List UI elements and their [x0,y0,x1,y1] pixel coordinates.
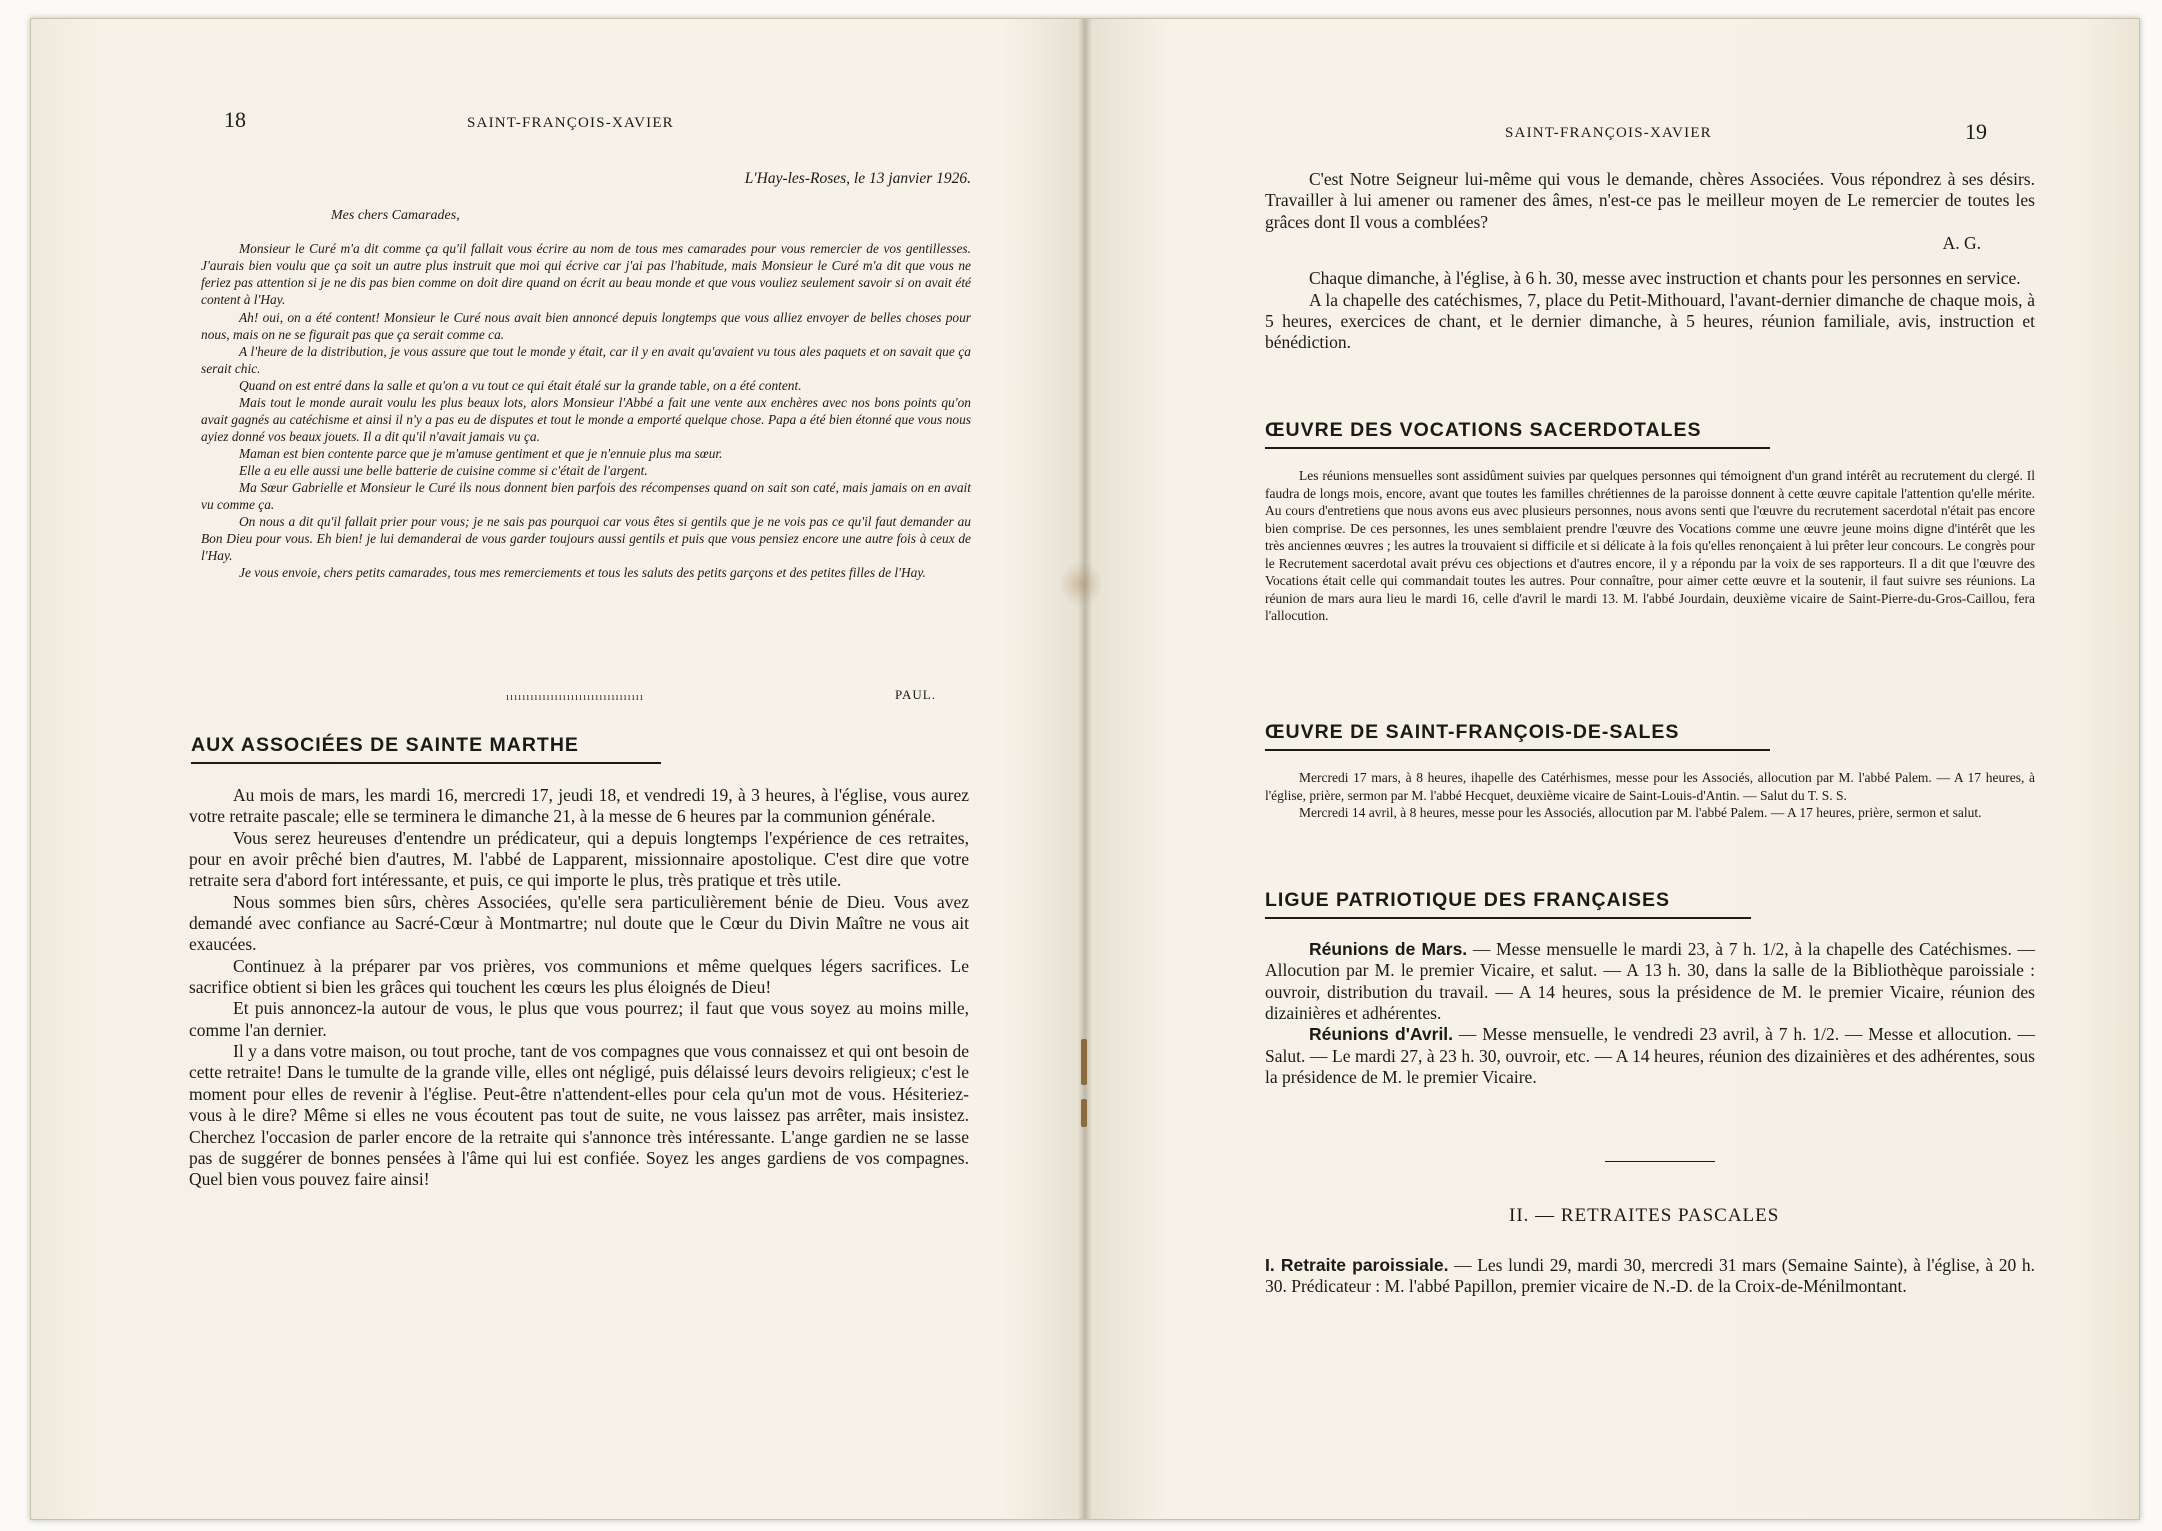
page-number-left: 18 [224,107,246,132]
left-page [31,19,1085,1519]
section-rule [1605,1161,1715,1162]
body-paragraph: Nous sommes bien sûrs, chères Associées, qu'elle sera particulièrement bénie de Dieu. Vous avez demandé avec confiance au Sacré-Cœur à Montmartre; nul doute que le Cœur du Divin Maître ne vous ait exaucées. [189,891,969,955]
francois-de-sales-paragraph: Mercredi 14 avril, à 8 heures, messe pour les Associés, allocution par M. l'abbé Palem. — A 17 heures, prière, sermon et salut. [1299,805,1982,821]
page-number-right: 19 [1965,119,1987,144]
letter-salutation: Mes chers Camarades, [331,207,460,223]
ligue-mars-text: — Messe mensuelle le mardi 23, à 7 h. 1/2, à la chapelle des Catéchismes. — Allocution par M. le premier Vicaire, et salut. — A 13 h. 30, dans la salle de la Bibliothèque paroissiale : ouvroir, distribution du travail. — A 14 heures, sous la présidence de M. le premier Vicaire, réunion des dizainières et adhérentes. [1265,939,2035,1024]
vocations-body [1265,467,2035,625]
francois-de-sales-body [1265,769,2035,822]
running-head-left: SAINT-FRANÇOIS-XAVIER [467,115,674,131]
sainte-marthe-body [189,785,969,1191]
letter-paragraph: A l'heure de la distribution, je vous assure que tout le monde y était, car il y en avait qu'avaient vu tous ales paquets et on savait que ça serait chic. [201,343,971,376]
heading-vocations: ŒUVRE DES VOCATIONS SACERDOTALES [1265,419,1770,449]
right-page [1085,19,2139,1519]
body-paragraph: Au mois de mars, les mardi 16, mercredi 17, jeudi 18, et vendredi 19, à 3 heures, à l'église, vous aurez votre retraite pascale; elle se terminera le dimanche 21, à la messe de 6 heures par la communion générale. [189,785,969,827]
francois-de-sales-paragraph: Mercredi 17 mars, à 8 heures, ihapelle des Catérhismes, messe pour les Associés, allocution par M. l'abbé Palem. — A 17 heures, à l'église, prière, sermon par M. l'abbé Hecquet, deuxième vicaire de Saint-Louis-d'Antin. — Salut du T. S. S. [1265,770,2035,803]
intro-paragraph: Chaque dimanche, à l'église, à 6 h. 30, messe avec instruction et chants pour les personnes en service. [1309,268,2021,289]
ligue-avril-label: Réunions d'Avril. [1309,1024,1454,1045]
intro-block [1265,169,2035,354]
retraites-item-text: — Les lundi 29, mardi 30, mercredi 31 mars (Semaine Sainte), à l'église, à 20 h. 30. Prédicateur : M. l'abbé Papillon, premier vicaire de N.-D. de la Croix-de-Ménilmontant. [1265,1255,2035,1297]
heading-ligue: LIGUE PATRIOTIQUE DES FRANÇAISES [1265,889,1751,919]
retraites-item [1265,1255,2035,1298]
body-paragraph: Il y a dans votre maison, ou tout proche, tant de vos compagnes que vous connaissez et qui ont besoin de cette retraite! Dans le tumulte de la grande ville, elles ont négligé, puis délaissé leurs devoirs religieux; c'est le moment pour elles de revenir à l'église. Peut-être n'attendent-elles pour cela qu'un mot de vous. Hésiteriez-vous à le dire? Même si elles ne vous écoutent pas tout de suite, ne vous laissez pas arrêter, mais insistez. Cherchez l'occasion de parler encore de la retraite qui s'annonce très intéressante. L'ange gardien ne se lasse pas de suggérer de bonnes pensées à l'âme qui lui est confiée. Soyez les anges gardiens de vos compagnes. Quel bien vous pouvez faire ainsi! [189,1041,969,1190]
letter-paragraph: Maman est bien contente parce que je m'amuse gentiment et que je n'ennuie plus ma sœur. [239,445,723,461]
retraites-item-label: I. Retraite paroissiale. [1265,1255,1449,1275]
letter-dateline: L'Hay-les-Roses, le 13 janvier 1926. [744,170,971,187]
letter-signature: PAUL. [894,687,936,702]
ligue-body [1265,939,2035,1088]
body-paragraph: Continuez à la préparer par vos prières, vos communions et même quelques légers sacrifices. Le sacrifice obtient si bien les grâces qui touchent les cœurs les plus éloignés de Dieu! [189,955,969,998]
retraites-body [1265,1255,2035,1298]
letter-block [201,169,971,581]
letter-paragraph: Je vous envoie, chers petits camarades, tous mes remerciements et tous les saluts des petits garçons et des petites filles de l'Hay. [239,564,926,580]
letter-paragraph: On nous a dit qu'il fallait prier pour vous; je ne sais pas pourquoi car vous êtes si gentils que je ne vois pas ce qu'il faut demander au Bon Dieu pour vous. Eh bien! je lui demanderai de vous garder toujours aussi gentils et puis que vous pensiez encore une autre fois à ceux de l'Hay. [201,513,971,563]
letter-paragraph: Quand on est entré dans la salle et qu'on a vu tout ce qui était étalé sur la grande table, on a été content. [239,377,802,393]
letter-paragraph: Elle a eu elle aussi une belle batterie de cuisine comme si c'était de l'argent. [239,462,648,478]
running-head-right: SAINT-FRANÇOIS-XAVIER [1505,125,1712,141]
letter-separator: ıııııııııııııııııııııııııııııııııı [506,691,644,703]
body-paragraph: Vous serez heureuses d'entendre un prédicateur, qui a depuis longtemps l'expérience de ces retraites, pour en avoir prêché bien d'autres, M. l'abbé de Lapparent, missionnaire apostolique. C'est dire que votre retraite sera d'abord fort intéressante, et puis, ce qui importe le plus, très pratique et très utile. [189,827,969,891]
vocations-paragraph: Les réunions mensuelles sont assidûment suivies par quelques personnes qui témoignent d'un grand intérêt au recrutement du clergé. Il faudra de longs mois, encore, avant que toutes les familles chrétiennes de la paroisse donnent à cette œuvre capitale l'attention qu'elle mérite. Au cours d'entretiens que nous avons eus avec plusieurs personnes, nous avons senti que l'œuvre du recrutement sacerdotal n'était pas encore bien comprise. De ces personnes, les unes semblaient prendre l'œuvre des Vocations comme une œuvre jeune moins digne d'intérêt que les très anciennes œuvres ; les autres la trouvaient si difficile et si délicate à la fois qu'elles renonçaient à lui prêter leur concours. Le congrès pour le Recrutement sacerdotal avait prévu ces objections et d'autres encore, il y a répondu par la voix de ses rapporteurs. Il a dit que l'œuvre des Vocations était celle qui commandait toutes les autres. Pour connaître, pour aimer cette œuvre et la soutenir, il faut suivre ses réunions. La réunion de mars aura lieu le mardi 16, celle d'avril le mardi 13. M. l'abbé Jourdain, deuxième vicaire de Saint-Pierre-du-Gros-Caillou, fera l'allocution. [1265,468,2035,624]
retraites-title: II. — RETRAITES PASCALES [1509,1205,1780,1226]
intro-paragraph: A la chapelle des catéchismes, 7, place du Petit-Mithouard, l'avant-dernier dimanche de chaque mois, à 5 heures, exercices de chant, et le dernier dimanche, à 5 heures, réunion familiale, avis, instruction et bénédiction. [1265,289,2035,353]
letter-paragraph: Monsieur le Curé m'a dit comme ça qu'il fallait vous écrire au nom de tous mes camarades pour vous remercier de vos gentillesses. J'aurais bien voulu que ça soit un autre plus instruit que moi qui écrive car j'ai pas l'habitude, mais Monsieur le Curé m'a dit que vous ne feriez pas attention si je ne dis pas bien comme on doit dire quand on écrit au beau monde et que vous vouliez seulement savoir si on avait été content à l'Hay. [201,241,971,308]
ligue-mars [1265,939,2035,1024]
booklet-paper [30,18,2140,1520]
intro-paragraph: C'est Notre Seigneur lui-même qui vous le demande, chères Associées. Vous répondrez à ses désirs. Travailler à lui amener ou ramener des âmes, n'est-ce pas le meilleur moyen de Le remercier de toutes les grâces dont Il vous a comblées? [1265,169,2035,232]
ligue-avril [1265,1024,2035,1088]
letter-paragraph: Ah! oui, on a été content! Monsieur le Curé nous avait bien annoncé depuis longtemps que vous alliez envoyer de belles choses pour nous, mais on ne se figurait pas que ça serait comme ca. [201,309,971,342]
heading-sainte-marthe: AUX ASSOCIÉES DE SAINTE MARTHE [191,734,661,764]
letter-paragraph: Ma Sœur Gabrielle et Monsieur le Curé ils nous donnent bien parfois des récompenses quand on sait son caté, mais jamais on en avait vu comme ça. [201,479,971,512]
ligue-avril-text: — Messe mensuelle, le vendredi 23 avril, à 7 h. 1/2. — Messe et allocution. — Salut. — Le mardi 27, à 23 h. 30, ouvroir, etc. — A 14 heures, réunion des dizainières et des adhérentes, sous la présidence de M. le premier Vicaire. [1265,1024,2036,1088]
intro-signature: A. G. [1942,233,1981,254]
letter-paragraph: Mais tout le monde aurait voulu les plus beaux lots, alors Monsieur l'Abbé a fait une vente aux enchères avec nos bons points qu'on avait gagnés au catéchisme et ainsi il n'y a pas eu de disputes et tout le monde a emporté quelque chose. Papa a été bien étonné que vous nous ayiez donné vos beaux jouets. Il a dit qu'il n'avait jamais vu ça. [201,394,971,444]
body-paragraph: Et puis annoncez-la autour de vous, le plus que vous pourrez; il faut que vous soyez au moins mille, comme l'an dernier. [189,998,969,1040]
heading-francois-de-sales: ŒUVRE DE SAINT-FRANÇOIS-DE-SALES [1265,721,1770,751]
letter-signature-wrap [201,687,936,704]
ligue-mars-label: Réunions de Mars. [1309,939,1468,959]
